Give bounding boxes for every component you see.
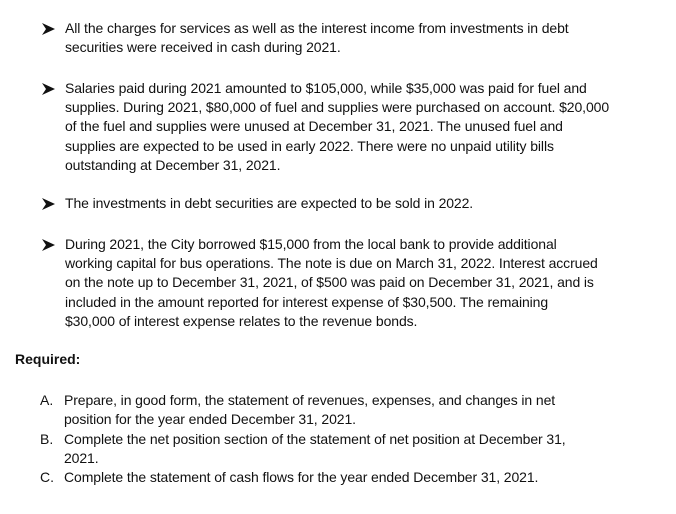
required-item-text: Prepare, in good form, the statement of revenues, expenses, and changes in net position for the year ended December 31, 2021. <box>64 392 556 428</box>
bullet-text: All the charges for services as well as the interest income from investments in debt securities were received in cash during 2021. <box>65 20 569 56</box>
bullet-item-salaries-fuel <box>40 79 640 175</box>
bullet-item-bank-loan <box>40 235 640 331</box>
bullet-item-cash-receipts <box>40 19 640 57</box>
required-item-letter: A. <box>40 392 54 408</box>
required-item-text: Complete the net position section of the statement of net position at December 31, 2021. <box>64 431 566 467</box>
required-item-letter: B. <box>40 431 54 447</box>
required-item-a <box>40 391 640 429</box>
arrowhead-bullet-icon <box>40 195 58 213</box>
required-item-c <box>40 468 640 487</box>
arrowhead-bullet-icon <box>40 236 58 254</box>
required-item-letter: C. <box>40 469 54 485</box>
arrowhead-bullet-icon <box>40 20 58 38</box>
arrowhead-bullet-icon <box>40 80 58 98</box>
bullet-item-investments <box>40 194 640 213</box>
bullet-text: During 2021, the City borrowed $15,000 from the local bank to provide additional working capital for bus operations. The note is due on March 31, 2022. Interest accrued on the note up to December 31, 2021, of $500 was paid on December 31, 2021, and is included in the amount reported for interest expense of $30,500. The remaining $30,000 of interest expense relates to the revenue bonds. <box>65 236 598 329</box>
required-heading: Required: <box>15 351 81 367</box>
bullet-text: Salaries paid during 2021 amounted to $105,000, while $35,000 was paid for fuel and supplies. During 2021, $80,000 of fuel and supplies were purchased on account. $20,000 of the fuel and supplies were unused at December 31, 2021. The unused fuel and supplies are expected to be used in early 2022. There were no unpaid utility bills outstanding at December 31, 2021. <box>65 80 610 173</box>
bullet-text: The investments in debt securities are expected to be sold in 2022. <box>65 195 474 211</box>
required-item-b <box>40 430 640 468</box>
required-item-text: Complete the statement of cash flows for the year ended December 31, 2021. <box>64 469 539 485</box>
